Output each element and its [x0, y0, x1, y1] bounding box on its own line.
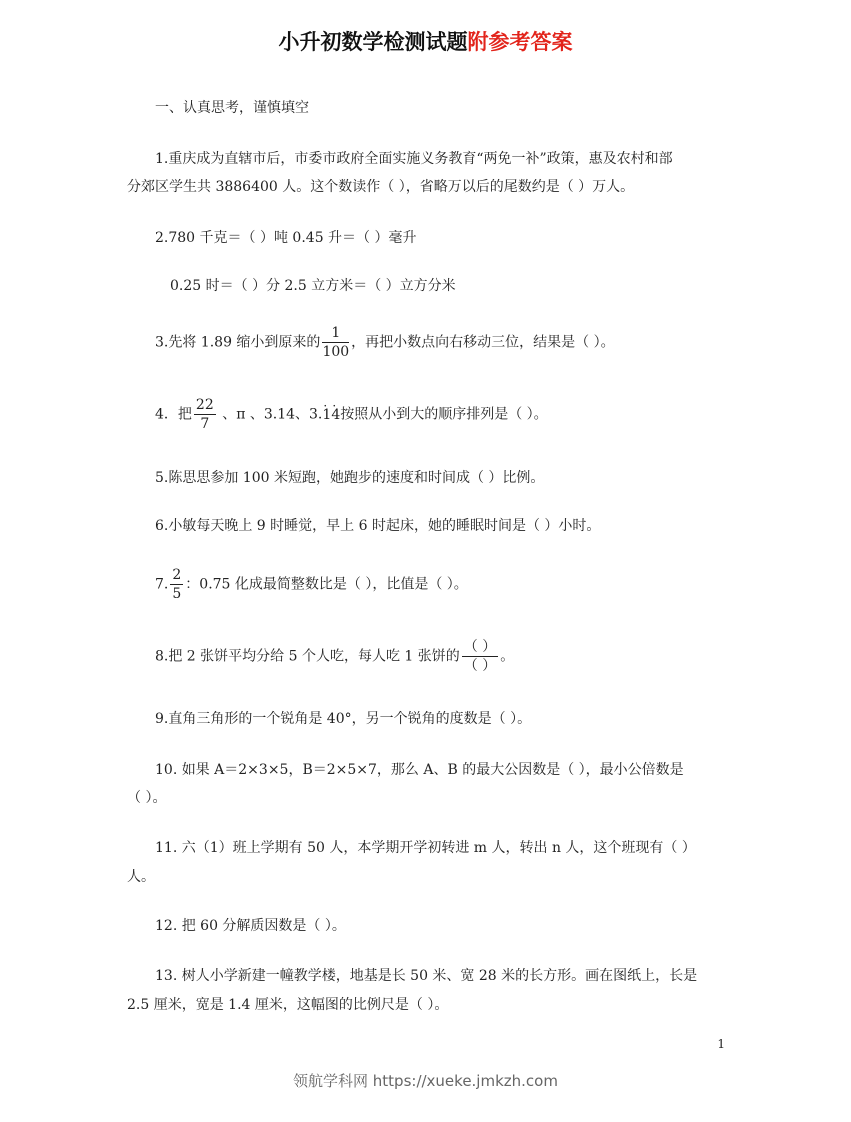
- question-10-line-1: 10. 如果 A＝2×3×5，B＝2×5×7，那么 A、B 的最大公因数是（ ），最小公倍数是: [155, 762, 684, 778]
- fraction: $\frac{22}{7}$: [195, 397, 214, 432]
- question-2-line-2: 0.25 时＝（ ）分 2.5 立方米＝（ ）立方分米: [170, 278, 456, 294]
- repeating-digit: · 1: [322, 407, 331, 423]
- question-12: 12. 把 60 分解质因数是（ ）。: [155, 918, 346, 934]
- page-number: 1: [717, 1037, 725, 1051]
- page-title: [0, 26, 851, 56]
- footer-watermark: 领航学科网 https://xueke.jmkzh.com: [293, 1072, 558, 1090]
- question-11-line-1: 11. 六（1）班上学期有 50 人，本学期开学初转进 m 人，转出 n 人，这个班现有（ ）: [155, 840, 696, 856]
- question-10-line-2: （ ）。: [127, 790, 167, 806]
- question-7: 7. $\frac{2}{5}$ ：0.75 化成最简整数比是（ ），比值是（ ）。: [155, 567, 468, 602]
- question-2-line-1: 2.780 千克＝（ ）吨 0.45 升＝（ ）毫升: [155, 230, 417, 246]
- question-6: 6.小敏每天晚上 9 时睡觉，早上 6 时起床，她的睡眠时间是（ ）小时。: [155, 518, 601, 534]
- section-heading: 一、认真思考，谨慎填空: [155, 100, 309, 116]
- fraction: $\frac{( )}{( )}$: [463, 639, 497, 674]
- question-1-line-2: 分郊区学生共 3886400 人。这个数读作（ ），省略万以后的尾数约是（ ）万人。: [127, 179, 635, 195]
- question-5: 5.陈思思参加 100 米短跑，她跑步的速度和时间成（ ）比例。: [155, 470, 545, 486]
- question-8: 8.把 2 张饼平均分给 5 个人吃，每人吃 1 张饼的 $\frac{( )}{( )}$ 。: [155, 639, 515, 674]
- question-3: 3.先将 1.89 缩小到原来的 $\frac{1}{100}$ ，再把小数点向右移动三位，结果是（ ）。: [155, 325, 615, 360]
- fraction: $\frac{1}{100}$: [322, 325, 350, 360]
- title-main: 小升初数学检测试题: [278, 30, 468, 54]
- fraction: $\frac{2}{5}$: [172, 567, 182, 602]
- question-13-line-1: 13. 树人小学新建一幢教学楼，地基是长 50 米、宽 28 米的长方形。画在图纸上，长是: [155, 968, 698, 984]
- question-4: 4．把 $\frac{22}{7}$ 、π 、3.14、3.· 1· 4按照从小到大的顺序排列是（ ）。: [155, 396, 548, 433]
- title-answer-note: 附参考答案: [467, 30, 573, 54]
- question-1-line-1: 1.重庆成为直辖市后，市委市政府全面实施义务教育“两免一补”政策，惠及农村和部: [155, 151, 673, 167]
- question-11-line-2: 人。: [127, 869, 155, 885]
- repeating-digit: · 4: [331, 407, 340, 423]
- question-9: 9.直角三角形的一个锐角是 40°，另一个锐角的度数是（ ）。: [155, 711, 532, 727]
- question-13-line-2: 2.5 厘米，宽是 1.4 厘米，这幅图的比例尺是（ ）。: [127, 997, 449, 1013]
